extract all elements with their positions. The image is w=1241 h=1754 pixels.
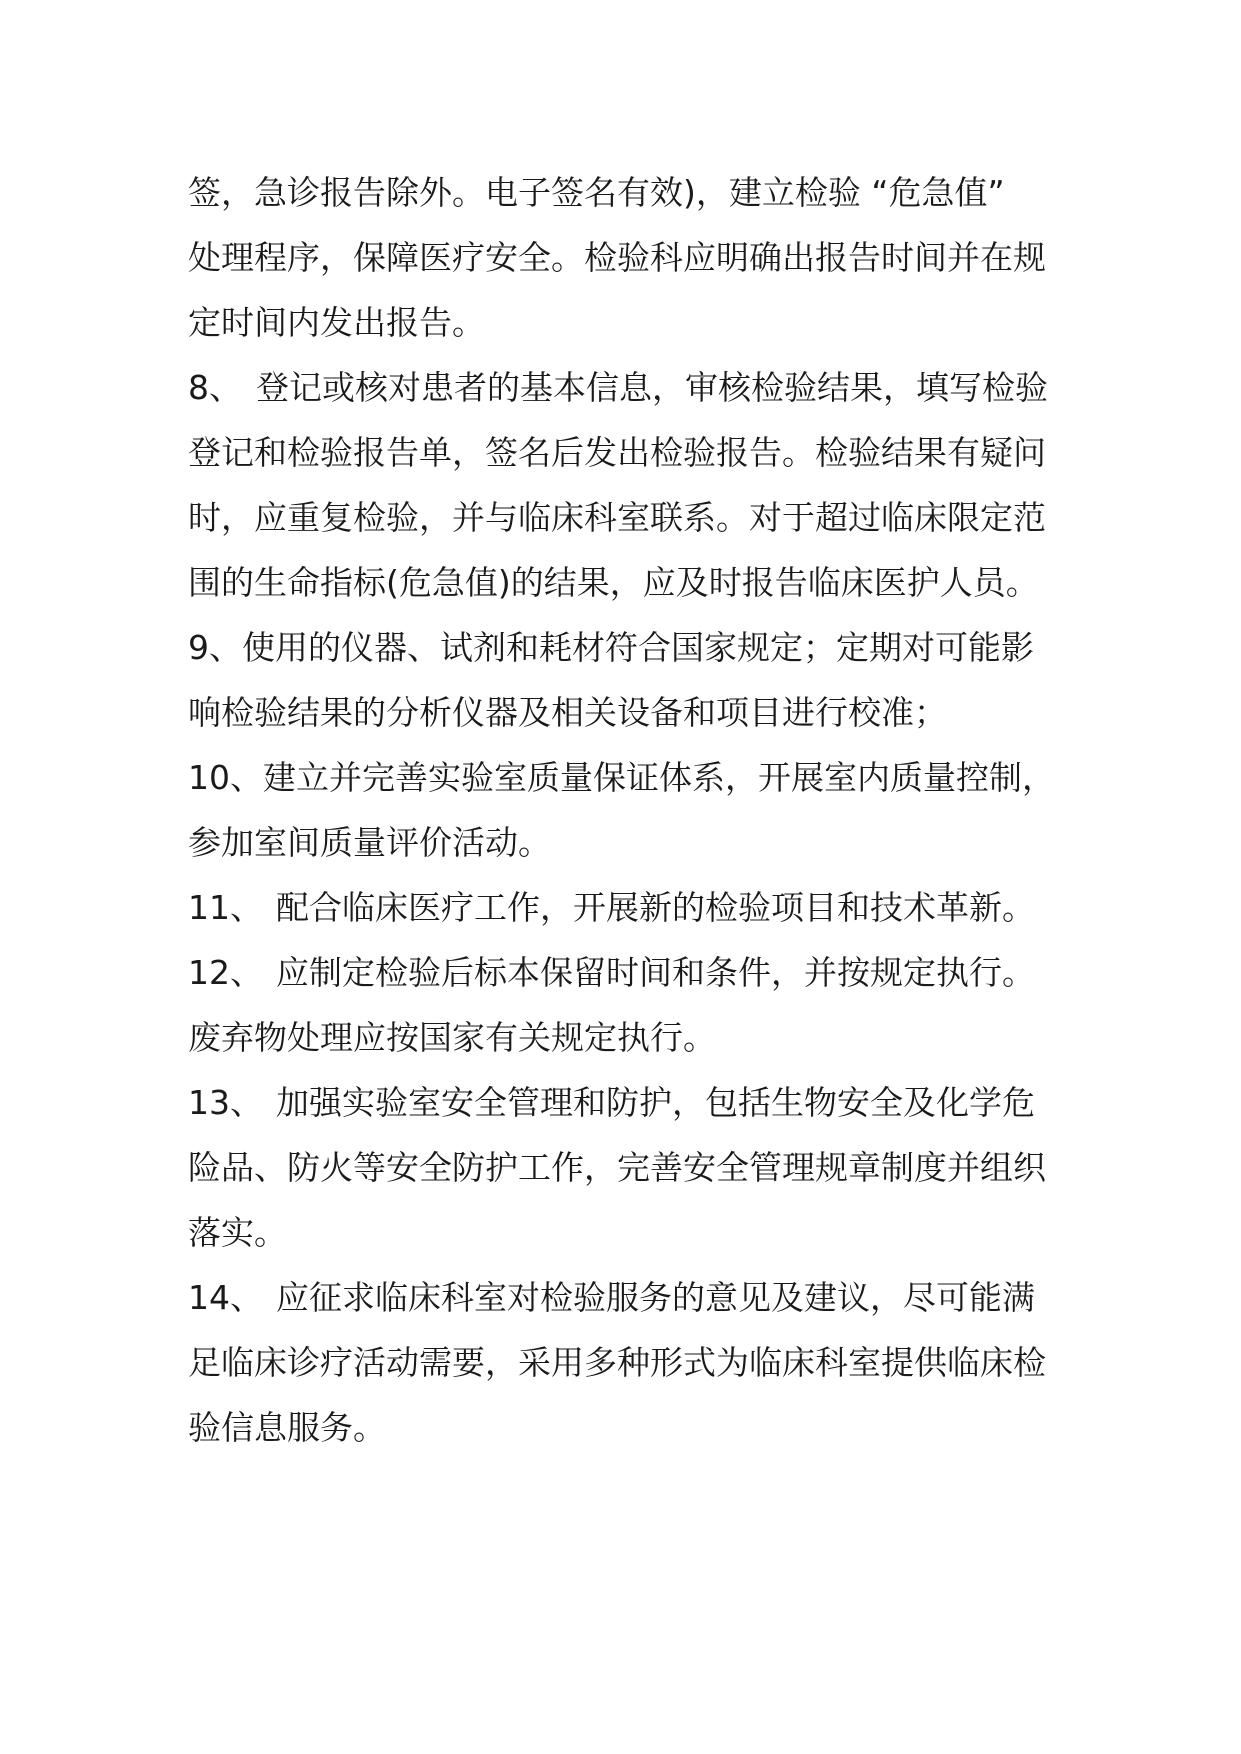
line-text: 落实。 <box>188 1213 287 1252</box>
text-line <box>188 160 1068 225</box>
line-text: 响检验结果的分析仪器及相关设备和项目进行校准； <box>188 693 947 732</box>
text-line <box>188 420 1068 485</box>
line-text: 登记和检验报告单，签名后发出检验报告。检验结果有疑问 <box>188 433 1046 472</box>
text-line <box>188 1330 1068 1395</box>
line-text: 定时间内发出报告。 <box>188 303 485 342</box>
text-line <box>188 680 1068 745</box>
list-item-13 <box>188 1070 1068 1135</box>
line-text: 10、建立并完善实验室质量保证体系，开展室内质量控制， <box>188 758 1055 797</box>
item-number: 13、 <box>188 1083 263 1122</box>
line-text: 配合临床医疗工作，开展新的检验项目和技术革新。 <box>276 888 1035 927</box>
line-text: 应制定检验后标本保留时间和条件，并按规定执行。 <box>276 953 1035 992</box>
item-number: 14、 <box>188 1278 263 1317</box>
line-text: 加强实验室安全管理和防护，包括生物安全及化学危 <box>276 1083 1035 1122</box>
list-item-9 <box>188 615 1068 680</box>
line-text: 验信息服务。 <box>188 1408 386 1447</box>
text-line <box>188 1200 1068 1265</box>
text-line <box>188 1135 1068 1200</box>
line-text: 9、使用的仪器、试剂和耗材符合国家规定；定期对可能影 <box>188 628 1034 667</box>
line-text: 废弃物处理应按国家有关规定执行。 <box>188 1018 716 1057</box>
list-item-10 <box>188 745 1068 810</box>
text-line <box>188 1395 1068 1460</box>
line-text: 参加室间质量评价活动。 <box>188 823 551 862</box>
line-text: 签，急诊报告除外。电子签名有效)，建立检验 “危急值” <box>188 173 1005 212</box>
text-line <box>188 290 1068 355</box>
line-text: 足临床诊疗活动需要，采用多种形式为临床科室提供临床检 <box>188 1343 1046 1382</box>
line-text: 应征求临床科室对检验服务的意见及建议，尽可能满 <box>276 1278 1035 1317</box>
text-line <box>188 485 1068 550</box>
list-item-12 <box>188 940 1068 1005</box>
list-item-11 <box>188 875 1068 940</box>
line-text: 险品、防火等安全防护工作，完善安全管理规章制度并组织 <box>188 1148 1046 1187</box>
line-text: 处理程序，保障医疗安全。检验科应明确出报告时间并在规 <box>188 238 1046 277</box>
item-number: 12、 <box>188 953 263 992</box>
text-line <box>188 1005 1068 1070</box>
text-line <box>188 225 1068 290</box>
text-line <box>188 550 1068 615</box>
list-item-8 <box>188 355 1068 420</box>
line-text: 时，应重复检验，并与临床科室联系。对于超过临床限定范 <box>188 498 1046 537</box>
item-number: 11、 <box>188 888 263 927</box>
item-number: 8、 <box>188 368 242 407</box>
line-text: 登记或核对患者的基本信息，审核检验结果，填写检验 <box>256 368 1048 407</box>
text-line <box>188 810 1068 875</box>
list-item-14 <box>188 1265 1068 1330</box>
line-text: 围的生命指标(危急值)的结果，应及时报告临床医护人员。 <box>188 563 1039 602</box>
document-body <box>188 160 1068 1460</box>
